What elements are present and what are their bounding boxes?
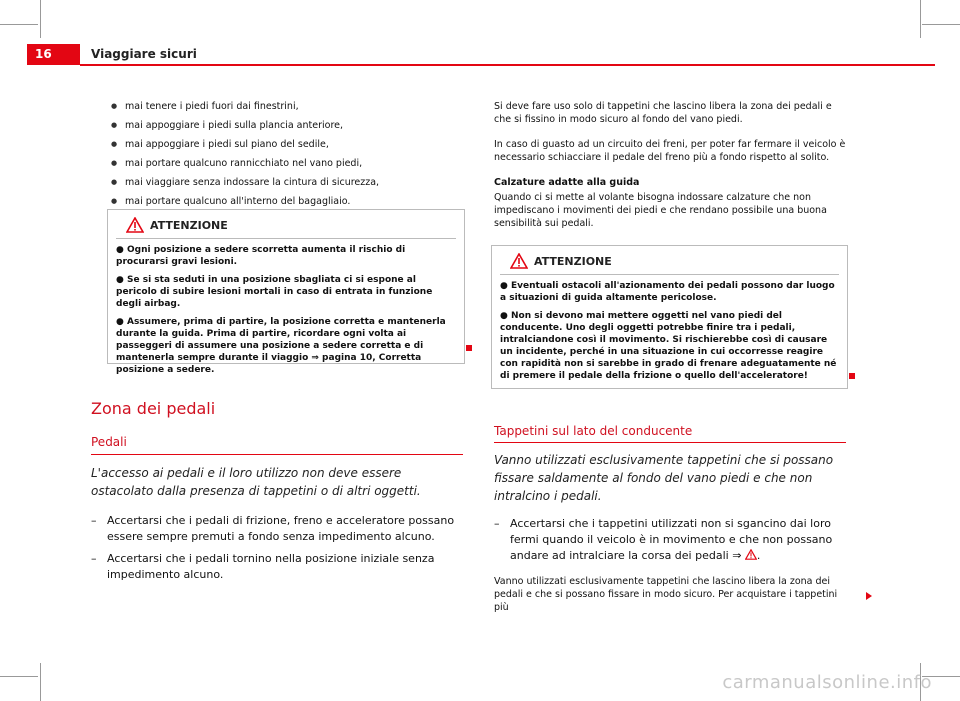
warning-box-right xyxy=(491,245,848,389)
continue-arrow-icon xyxy=(866,592,872,600)
intro-text: Vanno utilizzati esclusivamente tappetini che si possano fissare saldamente al fondo del vano piedi e che non intralcino i pedali. xyxy=(494,453,834,503)
warning-title: ATTENZIONE xyxy=(150,219,228,232)
step-dash: – xyxy=(91,514,97,527)
subsection-title: Tappetini sul lato del conducente xyxy=(494,424,693,438)
watermark: carmanualsonline.info xyxy=(722,672,932,693)
paragraph: Quando ci si mette al volante bisogna indossare calzature che non impediscano i movimenti dei piedi e che rendano possibile una buona sensibilità sui pedali. xyxy=(494,192,827,229)
warning-divider xyxy=(116,238,456,239)
subsection-rule xyxy=(494,442,846,443)
warning-body xyxy=(116,244,456,382)
warning-item: ● Ogni posizione a sedere scorretta aumenta il rischio di procurarsi gravi lesioni. xyxy=(116,245,406,267)
left-bullet-list xyxy=(111,100,461,214)
step-dash: – xyxy=(494,517,500,530)
crop-mark xyxy=(0,676,38,677)
section-title: Zona dei pedali xyxy=(91,399,216,418)
section-header-title: Viaggiare sicuri xyxy=(91,47,197,61)
crop-mark xyxy=(40,663,41,701)
step-text: Accertarsi che i tappetini utilizzati non si sgancino dai loro fermi quando il veicolo è in movimento e che non possano andare ad intralciare la corsa dei pedali ⇒ . xyxy=(510,517,833,562)
warning-header xyxy=(108,210,464,238)
subsection-title: Pedali xyxy=(91,435,127,449)
warning-item: ● Assumere, prima di partire, la posizione corretta e mantenerla durante la guida. Prima di partire, ricordare ogni volta ai passeggeri di assumere una posizione a sedere corretta e di mantenerla sempre durante il viaggio ⇒ pagina 10, Corretta posizione a sedere. xyxy=(116,317,446,375)
warning-divider xyxy=(500,274,839,275)
warning-item: ● Eventuali ostacoli all'azionamento dei pedali possono dar luogo a situazioni di guida altamente pericolose. xyxy=(500,281,835,303)
crop-mark xyxy=(40,0,41,38)
step-text: Accertarsi che i pedali tornino nella posizione iniziale senza impedimento alcuno. xyxy=(107,552,435,581)
warning-triangle-icon xyxy=(126,217,144,233)
list-item: ● mai viaggiare senza indossare la cintura di sicurezza, xyxy=(111,176,461,189)
list-item: ● mai appoggiare i piedi sul piano del sedile, xyxy=(111,138,461,151)
warning-triangle-icon[interactable] xyxy=(745,549,757,560)
page-number: 16 xyxy=(35,47,52,61)
step-text: Accertarsi che i pedali di frizione, freno e acceleratore possano essere sempre premuti a fondo senza impedimento alcuno. xyxy=(107,514,455,543)
section-end-marker xyxy=(466,345,472,351)
section-end-marker xyxy=(849,373,855,379)
warning-triangle-icon xyxy=(510,253,528,269)
intro-text: L'accesso ai pedali e il loro utilizzo non deve essere ostacolato dalla presenza di tappetini o di altri oggetti. xyxy=(91,466,421,498)
step-text-content: Accertarsi che i tappetini utilizzati non si sgancino dai loro fermi quando il veicolo è in movimento e che non possano andare ad intralciare la corsa dei pedali ⇒ xyxy=(510,517,833,562)
list-item: ● mai tenere i piedi fuori dai finestrini, xyxy=(111,100,461,113)
header-rule xyxy=(80,64,935,66)
warning-title: ATTENZIONE xyxy=(534,255,612,268)
list-item: ● mai portare qualcuno all'interno del bagagliaio. xyxy=(111,195,461,208)
list-item: ● mai appoggiare i piedi sulla plancia anteriore, xyxy=(111,119,461,132)
crop-mark xyxy=(0,24,38,25)
step-dash: – xyxy=(91,552,97,565)
list-item: ● mai portare qualcuno rannicchiato nel vano piedi, xyxy=(111,157,461,170)
paragraph: In caso di guasto ad un circuito dei freni, per poter far fermare il veicolo è necessario schiacciare il pedale del freno più a fondo rispetto al solito. xyxy=(494,139,846,163)
warning-body xyxy=(500,280,839,388)
crop-mark xyxy=(920,0,921,38)
paragraph: Vanno utilizzati esclusivamente tappetini che lascino libera la zona dei pedali e che si possano fissare in modo sicuro. Per acquistare i tappetini più xyxy=(494,576,838,613)
warning-box-left xyxy=(107,209,465,375)
subsection-rule xyxy=(91,454,463,455)
crop-mark xyxy=(922,24,960,25)
paragraph: Si deve fare uso solo di tappetini che lascino libera la zona dei pedali e che si fissino in modo sicuro al fondo del vano piedi. xyxy=(494,101,832,125)
subheading: Calzature adatte alla guida xyxy=(494,177,640,188)
warning-item: ● Se si sta seduti in una posizione sbagliata ci si espone al pericolo di subire lesioni mortali in caso di entrata in funzione degli airbag. xyxy=(116,275,433,309)
warning-item: ● Non si devono mai mettere oggetti nel vano piedi del conducente. Uno degli oggetti potrebbe finire tra i pedali, intralciandone così il movimento. Si rischierebbe così di causare un incidente, perché in una situazione in cui occorresse reagire con rapidità non si sarebbe in grado di frenare adeguatamente né di premere il pedale della frizione o quello dell'acceleratore! xyxy=(500,311,837,381)
warning-header xyxy=(492,246,847,274)
